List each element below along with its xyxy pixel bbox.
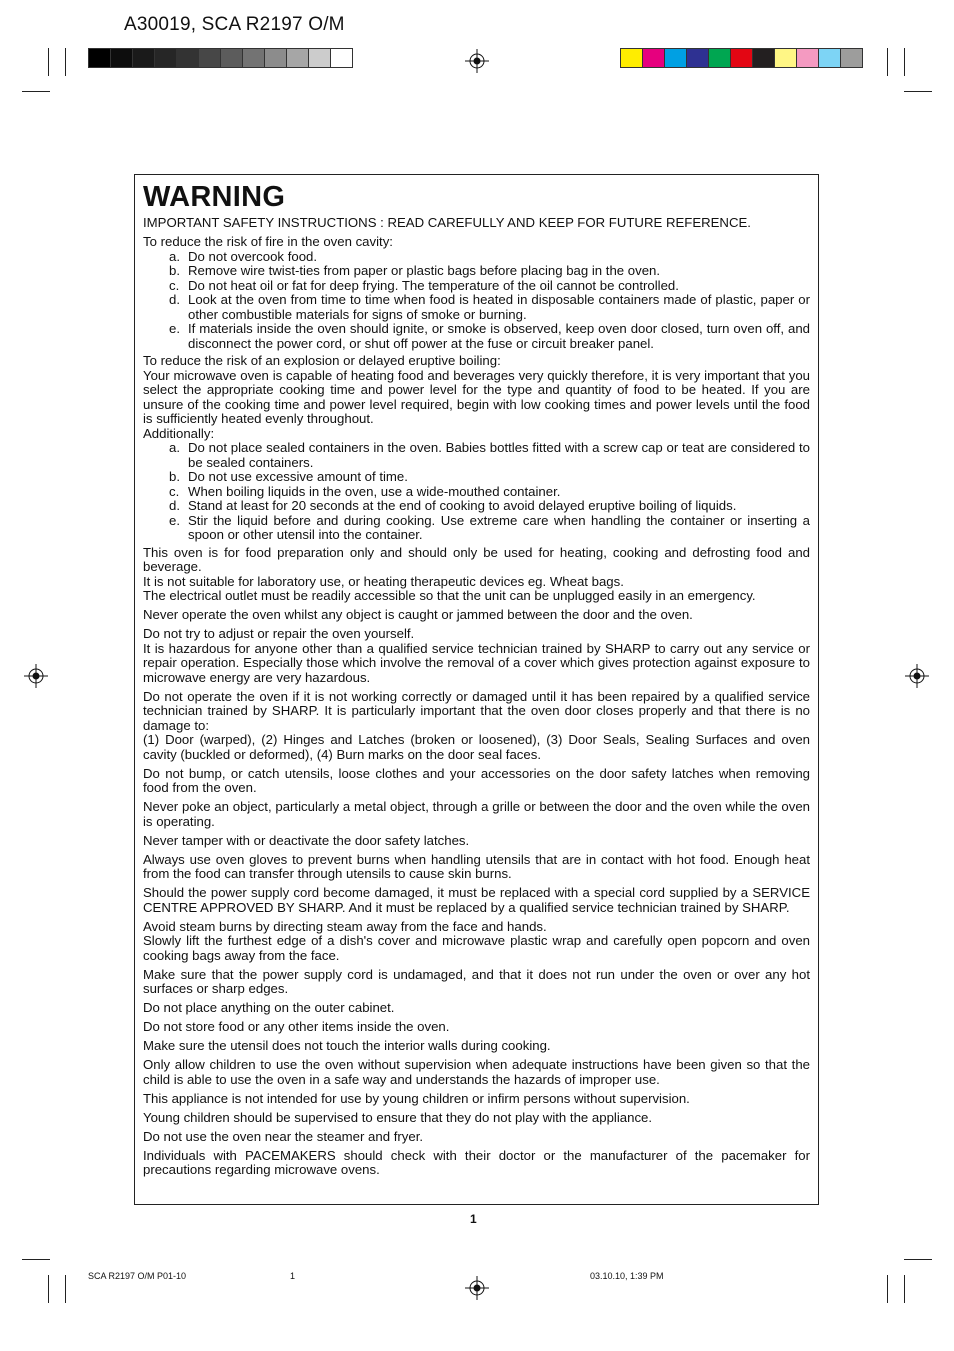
paragraph: Slowly lift the furthest edge of a dish's cover and microwave plastic wrap and carefully open popcorn and oven cooking bags away from the face. [143, 933, 810, 963]
list-item: a. Do not place sealed containers in the oven. Babies bottles fitted with a screw cap or teat are considered to be sealed containers. [169, 440, 810, 470]
paragraph: Never tamper with or deactivate the door safety latches. [143, 832, 470, 848]
paragraph: Always use oven gloves to prevent burns when handling utensils that are in contact with hot food. Enough heat from the food can transfer through utensils to cause skin burns. [143, 851, 810, 881]
paragraph: Should the power supply cord become damaged, it must be replaced with a special cord supplied by a SERVICE CENTRE APPROVED BY SHARP. And it must be replaced by a qualified service technician trained by SHARP. [143, 885, 810, 915]
paragraph: The electrical outlet must be readily accessible so that the unit can be unplugged easily in an emergency. [143, 588, 756, 603]
crop-mark [904, 1275, 905, 1303]
list-item: e. If materials inside the oven should ignite, or smoke is observed, keep oven door closed, turn oven off, and disconnect the power cord, or shut off power at the fuse or circuit breaker panel. [169, 321, 810, 351]
paragraph: Avoid steam burns by directing steam away from the face and hands. [143, 918, 547, 934]
registration-mark-icon [905, 664, 929, 688]
gray-swatch [286, 48, 309, 68]
paragraph: Never poke an object, particularly a metal object, through a grille or between the door and the oven while the oven is operating. [143, 799, 810, 829]
list-item: b. Do not use excessive amount of time. [169, 469, 408, 484]
paragraph: Only allow children to use the oven without supervision when adequate instructions have been given so that the child is able to use the oven in a safe way and understands the hazards of improper use. [143, 1057, 810, 1087]
gray-swatch [308, 48, 331, 68]
list-item: c. When boiling liquids in the oven, use a wide-mouthed container. [169, 483, 561, 499]
process-color-bar [620, 48, 862, 68]
list-item: c. Do not heat oil or fat for deep frying. The temperature of the oil cannot be controlled. [169, 277, 679, 293]
explosion-list [143, 441, 810, 543]
color-swatch [620, 48, 643, 68]
color-swatch [796, 48, 819, 68]
gray-swatch [88, 48, 111, 68]
list-item: a. Do not overcook food. [169, 248, 318, 264]
color-swatch [752, 48, 775, 68]
registration-mark-icon [24, 664, 48, 688]
fire-list [143, 250, 810, 352]
footer-file-name: SCA R2197 O/M P01-10 [88, 1271, 187, 1281]
paragraph: Make sure the utensil does not touch the interior walls during cooking. [143, 1038, 551, 1053]
crop-mark [65, 48, 66, 76]
gray-swatch [264, 48, 287, 68]
page-number: 1 [470, 1212, 477, 1226]
color-swatch [840, 48, 863, 68]
gray-swatch [132, 48, 155, 68]
additionally-label: Additionally: [143, 425, 215, 441]
paragraph: (1) Door (warped), (2) Hinges and Latches (broken or loosened), (3) Door Seals, Sealing Surfaces and oven cavity (buckled or deformed), (4) Burn marks on the door seal faces. [143, 732, 810, 762]
registration-mark-icon [465, 49, 489, 73]
color-swatch [818, 48, 841, 68]
paragraph: This appliance is not intended for use by young children or infirm persons without supervision. [143, 1090, 690, 1106]
gray-swatch [330, 48, 353, 68]
warning-box [134, 174, 819, 1205]
color-swatch [730, 48, 753, 68]
crop-mark [22, 91, 50, 92]
paragraph: This oven is for food preparation only and should only be used for heating, cooking and defrosting food and beverage. [143, 544, 810, 574]
paragraph: Never operate the oven whilst any object is caught or jammed between the door and the oven. [143, 607, 693, 622]
paragraph: It is not suitable for laboratory use, or heating therapeutic devices eg. Wheat bags. [143, 573, 624, 589]
crop-mark [904, 1259, 932, 1260]
color-swatch [686, 48, 709, 68]
color-swatch [708, 48, 731, 68]
crop-mark [48, 48, 49, 76]
gray-swatch [176, 48, 199, 68]
paragraph: Do not use the oven near the steamer and fryer. [143, 1128, 424, 1144]
fire-intro: To reduce the risk of fire in the oven cavity: [143, 234, 393, 249]
list-item: b. Remove wire twist-ties from paper or plastic bags before placing bag in the oven. [169, 263, 661, 278]
crop-mark [65, 1275, 66, 1303]
list-item: d. Look at the oven from time to time when food is heated in disposable containers made of plastic, paper or other combustible materials for signs of smoke or burning. [169, 292, 810, 322]
paragraph: Young children should be supervised to ensure that they do not play with the appliance. [143, 1109, 653, 1125]
paragraph: Do not try to adjust or repair the oven yourself. [143, 626, 415, 641]
paragraph: Do not bump, or catch utensils, loose clothes and your accessories on the door safety latches when removing food from the oven. [143, 765, 810, 795]
color-swatch [774, 48, 797, 68]
paragraph: Do not place anything on the outer cabinet. [143, 1000, 395, 1015]
footer-page: 1 [290, 1271, 296, 1281]
color-swatch [664, 48, 687, 68]
explosion-body: Your microwave oven is capable of heating food and beverages very quickly therefore, it is very important that you select the appropriate cooking time and power level for the type and quantity of food to be heated. If you are unsure of the cooking time and power level required, begin with low cooking times and power levels until the food is sufficiently heated evenly throughout. [143, 367, 810, 426]
paragraph: It is hazardous for anyone other than a qualified service technician trained by SHARP to carry out any service or repair operation. Especially those which involve the removal of a cover which gives protection against exposure to microwave energy are very hazardous. [143, 640, 810, 685]
explosion-intro: To reduce the risk of an explosion or delayed eruptive boiling: [143, 353, 501, 368]
crop-mark [904, 91, 932, 92]
footer-timestamp: 03.10.10, 1:39 PM [590, 1271, 664, 1281]
job-title: A30019, SCA R2197 O/M [124, 14, 345, 35]
list-item: d. Stand at least for 20 seconds at the end of cooking to avoid delayed eruptive boiling of liquids. [169, 498, 737, 513]
crop-mark [887, 1275, 888, 1303]
list-item: e. Stir the liquid before and during cooking. Use extreme care when handling the container or inserting a spoon or other utensil into the container. [169, 512, 810, 542]
crop-mark [48, 1275, 49, 1303]
gray-swatch [154, 48, 177, 68]
grayscale-color-bar [88, 48, 352, 68]
crop-mark [22, 1259, 50, 1260]
crop-mark [887, 48, 888, 76]
gray-swatch [220, 48, 243, 68]
gray-swatch [198, 48, 221, 68]
gray-swatch [242, 48, 265, 68]
crop-mark [904, 48, 905, 76]
paragraph: Individuals with PACEMAKERS should check with their doctor or the manufacturer of the pacemaker for precautions regarding microwave ovens. [143, 1147, 810, 1177]
paragraph: Make sure that the power supply cord is undamaged, and that it does not run under the oven or over any hot surfaces or sharp edges. [143, 966, 810, 996]
safety-subtitle: IMPORTANT SAFETY INSTRUCTIONS : READ CAREFULLY AND KEEP FOR FUTURE REFERENCE. [143, 215, 751, 230]
paragraph: Do not store food or any other items inside the oven. [143, 1019, 450, 1034]
warning-title: WARNING [143, 181, 286, 213]
gray-swatch [110, 48, 133, 68]
color-swatch [642, 48, 665, 68]
paragraph: Do not operate the oven if it is not working correctly or damaged until it has been repaired by a qualified service technician trained by SHARP. It is particularly important that the oven door closes properly and that there is no damage to: [143, 688, 810, 733]
registration-mark-icon [465, 1276, 489, 1300]
